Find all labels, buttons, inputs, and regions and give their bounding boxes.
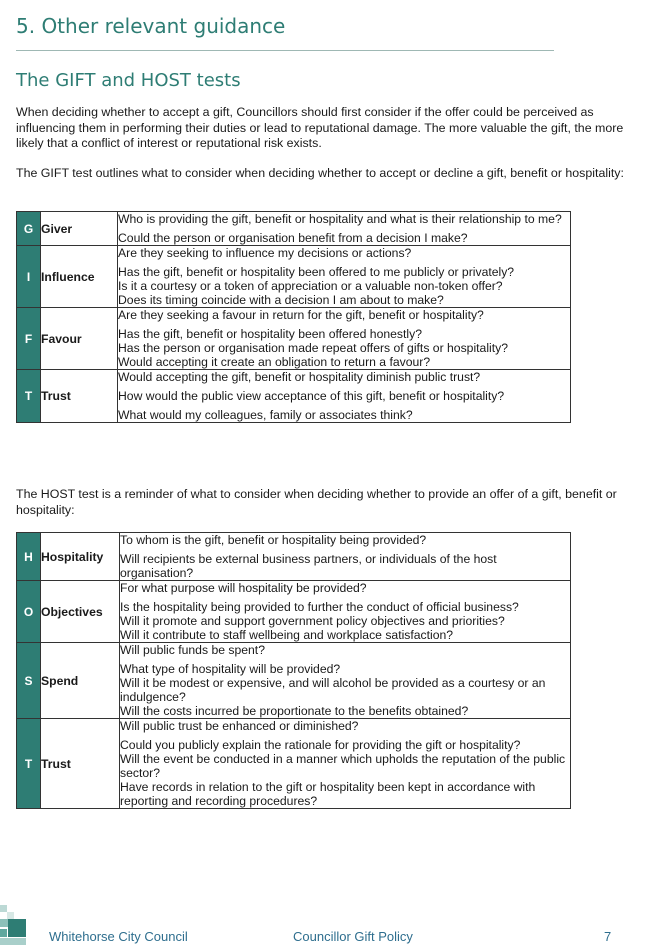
gift-question: Could the person or organisation benefit from a decision I make? — [118, 231, 468, 245]
gift-question: What would my colleagues, family or associates think? — [118, 408, 413, 422]
host-question: Will it be modest or expensive, and will alcohol be provided as a courtesy or an indulgence? — [120, 676, 546, 704]
gift-question: Would accepting it create an obligation to return a favour? — [118, 355, 431, 369]
host-test-table — [16, 532, 571, 809]
gift-row — [17, 370, 571, 423]
host-criterion: Objectives — [41, 581, 120, 643]
host-question: Could you publicly explain the rationale for providing the gift or hospitality? — [120, 738, 521, 752]
footer-organisation: Whitehorse City Council — [49, 929, 188, 944]
gift-row — [17, 308, 571, 370]
host-letter: O — [17, 581, 41, 643]
host-questions — [120, 719, 571, 809]
host-question: Will public trust be enhanced or diminished? — [120, 719, 359, 733]
gift-letter: G — [17, 212, 41, 246]
host-letter: S — [17, 643, 41, 719]
host-question: Have records in relation to the gift or hospitality been kept in accordance with reporting and recording procedures? — [120, 780, 536, 808]
host-question: For what purpose will hospitality be provided? — [120, 581, 367, 595]
gift-row — [17, 246, 571, 308]
host-question: Will public funds be spent? — [120, 643, 265, 657]
host-row — [17, 719, 571, 809]
host-criterion: Spend — [41, 643, 120, 719]
section-heading: 5. Other relevant guidance — [16, 14, 286, 38]
gift-letter: I — [17, 246, 41, 308]
gift-question: How would the public view acceptance of this gift, benefit or hospitality? — [118, 389, 505, 403]
gift-questions — [118, 308, 571, 370]
host-question: What type of hospitality will be provided? — [120, 662, 341, 676]
host-question: Is the hospitality being provided to further the conduct of official business? — [120, 600, 519, 614]
host-question: To whom is the gift, benefit or hospitality being provided? — [120, 533, 427, 547]
host-questions — [120, 643, 571, 719]
gift-letter: T — [17, 370, 41, 423]
footer-document-title: Councillor Gift Policy — [293, 929, 413, 944]
gift-questions — [118, 370, 571, 423]
host-criterion: Trust — [41, 719, 120, 809]
host-question: Will the event be conducted in a manner which upholds the reputation of the public sector? — [120, 752, 566, 780]
host-intro: The HOST test is a reminder of what to consider when deciding whether to provide an offer of a gift, benefit or hospitality: — [16, 487, 617, 517]
intro-paragraph: When deciding whether to accept a gift, Councillors should first consider if the offer could be perceived as influencing them in performing their duties or lead to reputational damage. The more valuable the gift, the more likely that a conflict of interest or reputational risk exists. — [16, 105, 624, 150]
gift-row — [17, 212, 571, 246]
gift-criterion: Trust — [41, 370, 118, 423]
gift-test-table — [16, 211, 571, 423]
gift-questions — [118, 246, 571, 308]
gift-question: Has the person or organisation made repeat offers of gifts or hospitality? — [118, 341, 508, 355]
host-row — [17, 643, 571, 719]
host-questions — [120, 533, 571, 581]
gift-question: Is it a courtesy or a token of appreciation or a valuable non-token offer? — [118, 279, 503, 293]
heading-divider — [16, 50, 554, 51]
gift-criterion: Influence — [41, 246, 118, 308]
gift-intro: The GIFT test outlines what to consider when deciding whether to accept or decline a gift, benefit or hospitality: — [16, 166, 624, 180]
gift-letter: F — [17, 308, 41, 370]
sub-heading: The GIFT and HOST tests — [16, 70, 241, 91]
host-criterion: Hospitality — [41, 533, 120, 581]
host-row — [17, 533, 571, 581]
gift-criterion: Favour — [41, 308, 118, 370]
host-questions — [120, 581, 571, 643]
gift-question: Are they seeking a favour in return for the gift, benefit or hospitality? — [118, 308, 484, 322]
gift-question: Has the gift, benefit or hospitality been offered honestly? — [118, 327, 422, 341]
gift-criterion: Giver — [41, 212, 118, 246]
gift-question: Has the gift, benefit or hospitality been offered to me publicly or privately? — [118, 265, 515, 279]
gift-question: Does its timing coincide with a decision I am about to make? — [118, 293, 444, 307]
host-question: Will it contribute to staff wellbeing and workplace satisfaction? — [120, 628, 454, 642]
host-letter: T — [17, 719, 41, 809]
host-question: Will recipients be external business partners, or individuals of the host organisation? — [120, 552, 497, 580]
host-question: Will the costs incurred be proportionate to the benefits obtained? — [120, 704, 469, 718]
gift-question: Who is providing the gift, benefit or hospitality and what is their relationship to me? — [118, 212, 562, 226]
council-logo-icon — [0, 905, 30, 945]
host-question: Will it promote and support government policy objectives and priorities? — [120, 614, 505, 628]
host-row — [17, 581, 571, 643]
host-letter: H — [17, 533, 41, 581]
gift-question: Would accepting the gift, benefit or hospitality diminish public trust? — [118, 370, 481, 384]
gift-questions — [118, 212, 571, 246]
footer-page-number: 7 — [604, 929, 612, 944]
gift-question: Are they seeking to influence my decisions or actions? — [118, 246, 412, 260]
